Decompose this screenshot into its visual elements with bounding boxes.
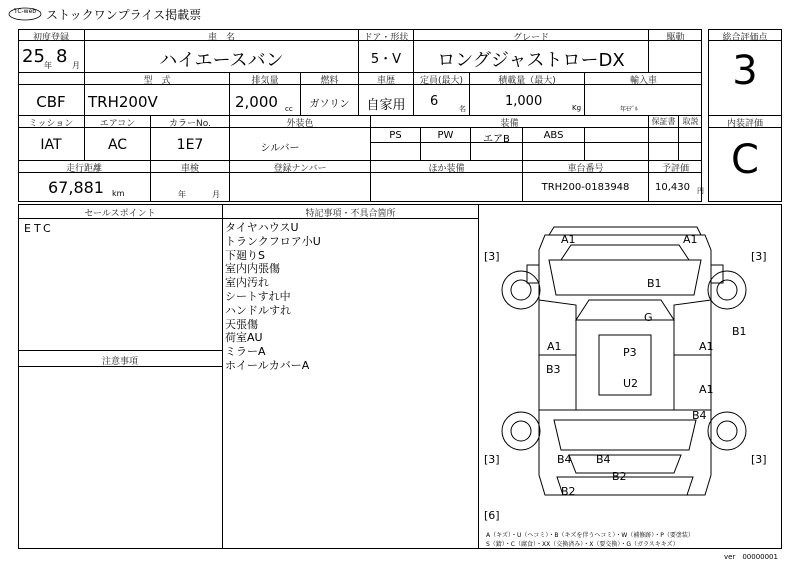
sales-point-title: セールスポイント	[84, 209, 156, 219]
header-load: 積載量（最大)	[498, 76, 556, 86]
header-displacement: 排気量	[251, 76, 279, 86]
load: 1,000	[505, 94, 543, 109]
sales-point-item: ETC	[24, 222, 54, 235]
header-mileage: 走行距離	[65, 164, 102, 174]
registration-month: 8	[56, 46, 68, 67]
header-fuel: 燃料	[320, 76, 339, 86]
grade: ロングジャストローDX	[437, 50, 625, 71]
damage-legend-line2: S（錆）・C（腐食）・XX（交換済み）・X（要交換）・G（ガラスキキズ）	[486, 541, 679, 548]
brand-logo	[8, 6, 42, 20]
header-model: 型 式	[143, 76, 171, 86]
header-history: 車歴	[376, 76, 395, 86]
tire-rear-right: [3]	[751, 453, 767, 466]
capacity-unit: 名	[459, 105, 466, 113]
remarks-list	[225, 221, 321, 373]
spare-tire: [6]	[484, 509, 500, 522]
mark-rear-b2-left: B2	[561, 485, 576, 498]
header-plate: 登録ナンバー	[273, 164, 327, 174]
tire-front-left: [3]	[484, 250, 500, 263]
list-item: 室内内張傷	[225, 262, 280, 276]
fuel: ガソリン	[309, 99, 350, 110]
registration-year: 25	[22, 46, 45, 67]
list-item: トランクフロア小U	[225, 234, 321, 248]
chassis-number: TRH200-0183948	[541, 182, 630, 193]
inspection-year-unit: 年	[178, 190, 186, 199]
header-grade: グレード	[512, 33, 549, 43]
interior-score: C	[731, 137, 759, 183]
header-warranty: 保証書	[651, 117, 676, 126]
header-chassis: 車台番号	[567, 164, 604, 174]
header-price: 予評価	[661, 164, 689, 174]
tire-rear-left: [3]	[484, 453, 500, 466]
mark-p3: P3	[623, 346, 637, 359]
model-code: CBF	[36, 93, 66, 111]
header-inspection: 車検	[180, 164, 199, 174]
header-capacity: 定員(最大)	[419, 76, 464, 86]
inspection-month-unit: 月	[212, 190, 220, 199]
mark-rear-b4-left: B4	[557, 453, 572, 466]
list-item: 下廻りS	[225, 248, 265, 262]
mark-left-a1: A1	[547, 340, 562, 353]
damage-legend-line1: A（キズ）・U（ヘコミ）・B（キズを伴うヘコミ）・W（補修跡）・P（要塗装）	[486, 532, 694, 539]
mission: IAT	[40, 137, 62, 153]
mark-roof-g: G	[644, 311, 653, 324]
list-item: 天張傷	[225, 317, 258, 331]
header-equipment: 装備	[500, 119, 519, 129]
equip-pw: PW	[437, 130, 454, 141]
page-title: ストックワンプライス掲載票	[46, 8, 202, 22]
header-import: 輸入車	[629, 76, 657, 86]
month-unit: 月	[72, 61, 80, 70]
mark-right-b1: B1	[732, 325, 747, 338]
list-item: シートすれ中	[225, 289, 291, 303]
version-label: ver 00000001	[724, 553, 778, 561]
history: 自家用	[366, 98, 406, 113]
header-aircon: エアコン	[99, 119, 136, 129]
model-year-label: 年ﾓﾃﾞﾙ	[620, 106, 639, 113]
header-overall-score: 総合評価点	[722, 33, 768, 43]
mark-rear-b2-center: B2	[612, 470, 627, 483]
price-unit: 円	[697, 187, 704, 195]
year-unit: 年	[44, 61, 52, 70]
mark-right-a1-lower: A1	[699, 383, 714, 396]
header-color-no: カラーNo.	[169, 119, 211, 129]
header-drive: 駆動	[666, 33, 685, 43]
equip-airbag: エアB	[483, 134, 510, 145]
header-interior-score: 内装評価	[726, 119, 763, 129]
mark-right-b4: B4	[692, 409, 707, 422]
list-item: ハンドルすれ	[225, 303, 291, 317]
price: 10,430	[655, 182, 690, 193]
door-shape: 5・V	[370, 52, 402, 67]
vehicle-diagram	[479, 205, 781, 527]
cc-unit: cc	[285, 105, 293, 113]
logo-text: TC-web	[14, 8, 37, 15]
mark-hood-b1: B1	[647, 277, 662, 290]
color-no: 1E7	[176, 137, 204, 153]
header-mission: ミッション	[28, 119, 74, 129]
equip-ps: PS	[389, 130, 402, 141]
list-item: ホイールカバーA	[225, 358, 310, 372]
car-name: ハイエースバン	[159, 50, 284, 71]
list-item: 室内汚れ	[225, 276, 269, 290]
displacement: 2,000	[235, 93, 278, 111]
mark-left-b3: B3	[546, 363, 561, 376]
overall-score: 3	[732, 48, 758, 94]
capacity: 6	[430, 94, 439, 109]
list-item: 荷室AU	[225, 331, 263, 345]
mark-front-a1-left: A1	[561, 233, 576, 246]
mark-rear-b4-center: B4	[596, 453, 611, 466]
header-other-equipment: ほか装備	[428, 164, 465, 174]
mark-right-a1-upper: A1	[699, 340, 714, 353]
notes-title: 注意事項	[101, 357, 138, 367]
header-first-registration: 初度登録	[32, 33, 69, 43]
load-unit: Kg	[572, 104, 582, 112]
remarks-title: 特記事項・不具合箇所	[305, 209, 396, 219]
mileage: 67,881	[48, 178, 104, 197]
equip-abs: ABS	[543, 130, 564, 141]
header-manual: 取説	[682, 117, 699, 126]
header-car-name: 車 名	[207, 33, 235, 43]
mark-u2: U2	[623, 377, 639, 390]
list-item: ミラーA	[225, 345, 266, 359]
header-door-shape: ドア・形状	[363, 33, 409, 43]
km-unit: km	[112, 189, 125, 198]
aircon: AC	[107, 137, 128, 153]
model: TRH200V	[88, 93, 158, 111]
header-color: 外装色	[286, 119, 314, 129]
tire-front-right: [3]	[751, 250, 767, 263]
mark-front-a1-right: A1	[683, 233, 698, 246]
exterior-color: シルバー	[260, 143, 300, 154]
list-item: タイヤハウスU	[225, 221, 299, 234]
